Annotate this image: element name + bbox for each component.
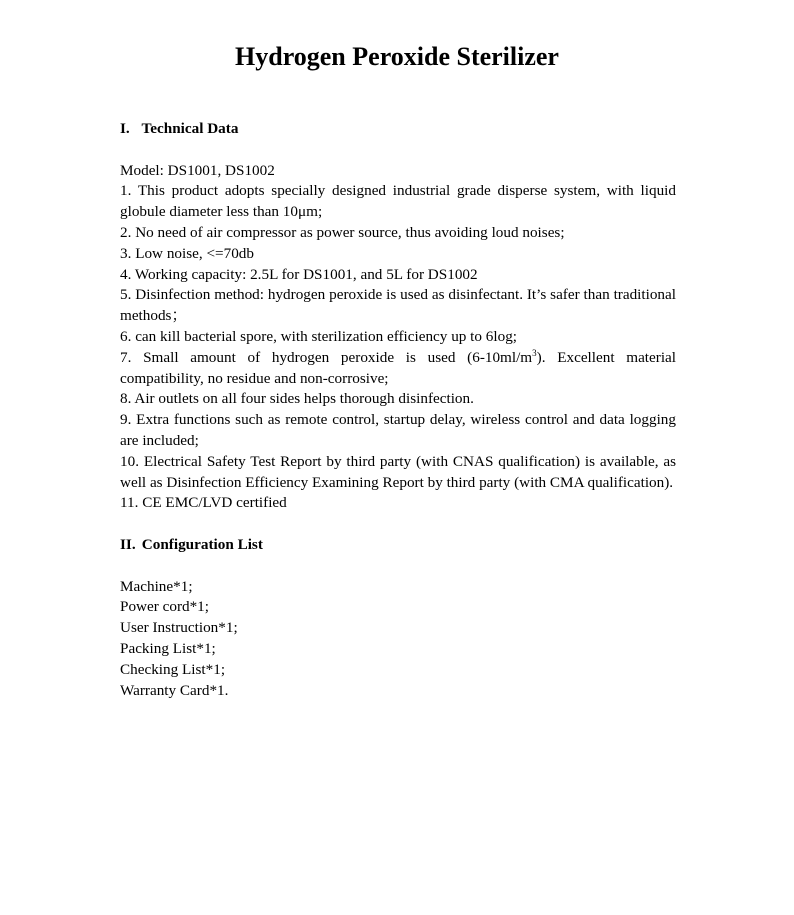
list-item: Checking List*1; [120,660,226,678]
configuration-items-list [120,577,676,702]
section-heading-text: Technical Data [141,120,239,137]
list-item: User Instruction*1; [120,619,238,637]
technical-item: 11. CE EMC/LVD certified [120,494,287,512]
section-number: I. [120,120,130,137]
technical-item: 4. Working capacity: 2.5L for DS1001, and 5L for DS1002 [120,265,478,283]
technical-item: 8. Air outlets on all four sides helps thorough disinfection. [120,390,474,408]
page-title: Hydrogen Peroxide Sterilizer [235,42,559,71]
model-line: Model: DS1001, DS1002 [120,161,275,179]
technical-item-text: ). Excellent material compatibility, no residue and non-corrosive; [120,348,677,387]
list-item: Power cord*1; [120,598,209,616]
technical-item [120,348,676,390]
technical-item: 10. Electrical Safety Test Report by third party (with CNAS qualification) is available, as well as Disinfection Efficiency Examining Report by third party (with CMA qualification). [120,452,676,491]
technical-item: 3. Low noise, <=70db [120,244,254,262]
section-heading-technical-data [120,119,676,140]
technical-items-list [120,181,676,514]
technical-item: 1. This product adopts specially designed industrial grade disperse system, with liquid globule diameter less than 10μm; [120,182,676,221]
spacer [120,140,676,161]
spacer [120,514,676,535]
superscript-exponent: 3 [532,347,537,358]
spacer [120,556,676,577]
section-heading-text: Configuration List [141,535,263,553]
list-item: Packing List*1; [120,639,216,657]
list-item: Machine*1; [120,577,193,595]
list-item: Warranty Card*1. [120,681,229,699]
section-heading-configuration-list [120,535,676,556]
document-body [120,119,676,701]
technical-item: 2. No need of air compressor as power source, thus avoiding loud noises; [120,223,565,241]
technical-item: 9. Extra functions such as remote control, startup delay, wireless control and data logging are included; [120,411,676,449]
section-number: II. [120,535,136,553]
technical-item: 6. can kill bacterial spore, with sterilization efficiency up to 6log; [120,327,518,345]
technical-item-text: 7. Small amount of hydrogen peroxide is used (6-10ml/m [120,348,533,366]
technical-item: 5. Disinfection method: hydrogen peroxide is used as disinfectant. It’s safer than traditional methods； [120,286,676,325]
